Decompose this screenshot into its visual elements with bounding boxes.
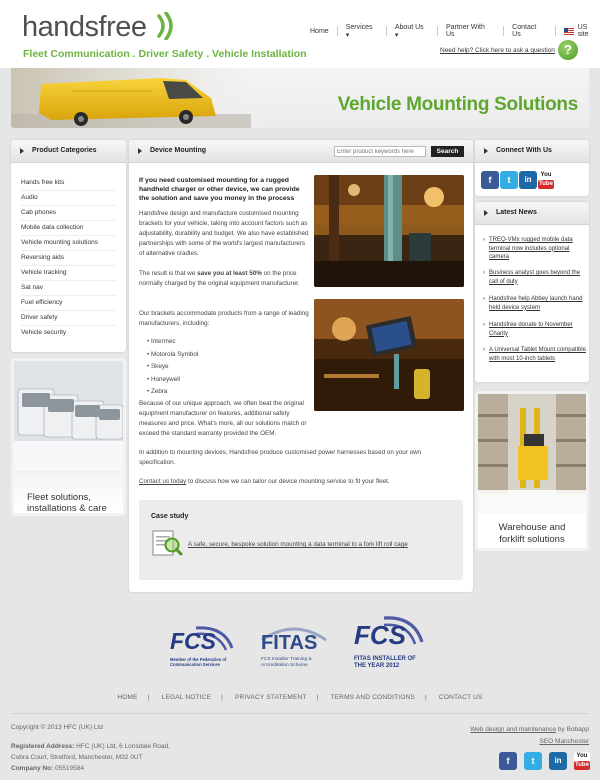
cta-paragraph (139, 477, 439, 487)
news-header (475, 202, 589, 225)
search-button[interactable]: Search (431, 146, 464, 157)
nav-contact[interactable]: Contact Us (512, 24, 537, 38)
savings-highlight: save you at least 50% (197, 270, 262, 277)
category-item[interactable] (21, 311, 116, 326)
news-item[interactable] (483, 269, 589, 286)
category-item[interactable] (21, 281, 116, 296)
contact-link[interactable]: Contact us today (139, 478, 187, 485)
list-item: • Skeye (147, 363, 169, 370)
fcs-award-logo-text: FCS (354, 620, 406, 650)
category-item[interactable] (21, 206, 116, 221)
category-item-label: Reversing aids (21, 254, 64, 261)
search-input[interactable] (334, 146, 426, 157)
connect-header (475, 140, 589, 163)
list-item: • Zebra (147, 388, 168, 395)
warehouse-promo-label: Warehouse and forklift solutions (498, 522, 566, 545)
bullet-arrow-icon: › (483, 296, 485, 302)
address-line-1: HFC (UK) Ltd, 6 Lonsdale Road, (74, 743, 171, 750)
product-categories-title: Product Categories (32, 147, 97, 154)
facebook-glyph: f (488, 175, 492, 185)
case-study-link[interactable]: A safe, secure, bespoke solution mounting a data terminal to a fork lift roll cage (188, 541, 408, 548)
connect-panel (475, 140, 589, 196)
terminal-photo (314, 299, 464, 411)
category-item-label: Sat nav (21, 284, 44, 291)
bullet-arrow-icon: › (483, 322, 485, 328)
arrow-right-icon (484, 210, 488, 216)
logo[interactable] (22, 11, 147, 43)
bullet-arrow-icon: › (483, 347, 485, 353)
facebook-glyph: f (506, 756, 510, 766)
van-image (11, 68, 271, 128)
manufacturer-name: Skeye (150, 363, 169, 370)
harness-paragraph: In addition to mounting devices, Handsfree produce customised power harnesses based on your own specification. (139, 449, 422, 466)
footer-privacy-link[interactable]: PRIVACY STATEMENT (235, 694, 307, 701)
news-title: Latest News (496, 209, 537, 216)
linkedin-icon[interactable] (549, 752, 567, 770)
youtube-bottom: Tube (575, 762, 589, 768)
savings-text-a: The result is that we (139, 270, 198, 277)
savings-paragraph (139, 269, 309, 289)
news-item[interactable] (483, 346, 589, 363)
manufacturer-name: Intermec (150, 338, 176, 345)
category-item-label: Vehicle tracking (21, 269, 67, 276)
category-item-label: Hands free kits (21, 179, 65, 186)
main-header (129, 140, 473, 163)
manufacturer-name: Motorola Symbol (150, 350, 199, 358)
help-button[interactable] (558, 40, 578, 60)
category-item-label: Fuel efficiency (21, 299, 63, 306)
manufacturer-name: Zebra (150, 388, 168, 395)
fcs-member-text: Member of the Federation of Communication Services (170, 657, 227, 667)
credit-by: by Bobapp (556, 726, 589, 733)
footer-home-link[interactable]: HOME (117, 694, 138, 701)
cta-text: to discuss how we can tailor our device mounting service to fit your fleet. (186, 478, 390, 485)
footer-contact-link[interactable]: CONTACT US (438, 694, 483, 701)
news-item-link[interactable]: Business analyst goes beyond the call of duty (489, 270, 581, 285)
news-item[interactable] (483, 321, 589, 338)
youtube-icon[interactable] (538, 171, 554, 189)
nav-us-site[interactable] (556, 24, 600, 38)
twitter-icon[interactable] (524, 752, 542, 770)
product-categories-panel (11, 140, 126, 352)
youtube-top: You (576, 753, 588, 759)
news-item[interactable] (483, 295, 589, 312)
fcs-member-badge[interactable] (166, 624, 238, 674)
fcs-logo-text: FCS (170, 628, 216, 654)
approach-paragraph: Because of our unique approach, we often beat the original equipment manufacturer on features, additional safety measures and price. What's more, all our solutions match or exceed the standard warranty provided the OEM. (139, 400, 307, 437)
warehouse-photo (314, 175, 464, 287)
nav-partner[interactable]: Partner With Us (445, 24, 485, 38)
body-paragraph: Handsfree design and manufacture customised mounting brackets for your vehicle, taking into account factors such as adjustability, durability and budget. We also have established partnerships with some of the world's largest manufacturers of alternative cradles. (139, 210, 309, 257)
category-item[interactable] (21, 266, 116, 281)
page-title: Device Mounting (150, 147, 207, 154)
fitas-logo-text: FITAS (261, 632, 318, 654)
question-icon: ? (564, 42, 572, 57)
footer-terms-link[interactable]: TERMS AND CONDITIONS (330, 694, 416, 701)
linkedin-glyph: in (524, 175, 532, 184)
nav-services[interactable] (338, 24, 386, 39)
category-item-label: Vehicle mounting solutions (21, 239, 98, 246)
top-nav (302, 25, 600, 37)
help-link[interactable]: Need help? Click here to ask a question (440, 47, 555, 54)
main-content (129, 140, 473, 592)
brackets-paragraph: Our brackets accommodate products from a range of leading manufacturers, including: (139, 310, 309, 327)
fcs-award-text: FITAS INSTALLER OF THE YEAR 2012 (354, 656, 416, 669)
address-label: Registered Address: (11, 743, 75, 750)
footer-divider (11, 713, 589, 714)
footer-links: HOME | LEGAL NOTICE | PRIVACY STATEMENT | TERMS AND CONDITIONS | CONTACT US (0, 694, 600, 701)
address-line-2: Cobra Court, Stretford, Manchester, M32 0UT (11, 754, 143, 761)
category-item-label: Driver safety (21, 314, 58, 321)
forklift-image (478, 394, 586, 514)
news-item[interactable] (483, 236, 589, 262)
category-item[interactable] (21, 176, 116, 191)
social-icons (481, 171, 555, 189)
nav-home[interactable]: Home (310, 27, 329, 35)
seo-link[interactable]: SEO Manchester (539, 738, 589, 745)
intro-text: If you need customised mounting for a rugged handheld charger or other device, we can provide the solution and save you money in the process (139, 177, 300, 202)
category-item[interactable] (21, 296, 116, 311)
footer-legal-link[interactable]: LEGAL NOTICE (161, 694, 212, 701)
twitter-glyph: t (507, 175, 511, 185)
facebook-icon[interactable] (481, 171, 499, 189)
category-item-label: Cab phones (21, 209, 57, 216)
facebook-icon[interactable] (499, 752, 517, 770)
list-item: • Intermec (147, 338, 176, 345)
footer-social-icons (499, 752, 591, 770)
category-item[interactable] (21, 251, 116, 266)
fleet-promo-label: Fleet solutions, installations & care (27, 492, 107, 514)
nav-about[interactable] (387, 24, 437, 39)
news-item-link[interactable]: Handsfree donate to November Charity (489, 322, 573, 337)
magnifier-document-icon (151, 529, 183, 559)
logo-text: handsfree (22, 11, 147, 43)
twitter-glyph: t (531, 756, 535, 766)
news-panel (475, 202, 589, 382)
linkedin-icon[interactable] (519, 171, 537, 189)
company-number: 05519584 (53, 765, 84, 772)
list-item: • Motorola Symbol (147, 350, 199, 358)
category-item[interactable] (21, 236, 116, 251)
category-item-label: Audio (21, 194, 38, 201)
product-categories-header (11, 140, 126, 163)
case-study-title: Case study (151, 513, 189, 520)
fitas-badge[interactable] (258, 624, 330, 674)
nav-about-label: About Us (394, 23, 424, 31)
manufacturer-name: Honeywell (150, 375, 181, 383)
web-design-link[interactable]: Web design and maintenance (470, 726, 557, 733)
arrow-right-icon (138, 148, 142, 154)
category-item[interactable] (21, 221, 116, 236)
case-study-box (139, 500, 463, 580)
youtube-icon[interactable] (574, 752, 590, 770)
youtube-top: You (540, 172, 552, 178)
registered-address (11, 741, 211, 774)
news-item-link[interactable]: Handsfree help Abbey launch hand held device system (489, 296, 583, 311)
bullet-arrow-icon: › (483, 270, 485, 276)
manufacturer-list (139, 336, 198, 399)
warehouse-promo[interactable] (475, 391, 589, 551)
company-label: Company No: (11, 765, 54, 772)
nav-services-label: Services (345, 23, 373, 31)
tagline: Fleet Communication . Driver Safety . Vehicle Installation (23, 48, 307, 60)
chevron-down-icon: ▾ (345, 31, 350, 39)
arrow-right-icon (20, 148, 24, 154)
category-item-label: Vehicle security (21, 329, 67, 336)
news-item-link[interactable]: TREQ-VMx rugged mobile data terminal now includes optional camera (489, 237, 573, 260)
design-credit (470, 724, 589, 748)
youtube-bottom: Tube (539, 181, 553, 187)
category-item-label: Mobile data collection (21, 224, 84, 231)
trucks-image (14, 361, 123, 471)
bullet-arrow-icon: › (483, 237, 485, 243)
arrow-right-icon (484, 148, 488, 154)
news-item-link[interactable]: A Universal Tablet Mount compatible with most 10-inch tablets (489, 347, 586, 362)
list-item: • Honeywell (147, 375, 181, 383)
connect-title: Connect With Us (496, 147, 552, 154)
hero-title: Vehicle Mounting Solutions (337, 94, 578, 115)
chevron-down-icon: ▾ (394, 31, 399, 39)
fleet-promo[interactable] (11, 358, 126, 516)
logo-waves-icon (156, 12, 174, 42)
category-item[interactable] (21, 326, 116, 340)
copyright: Copyright © 2013 HFC (UK) Ltd (11, 724, 103, 731)
fcs-award-badge[interactable] (352, 614, 428, 674)
us-flag-icon (564, 28, 574, 35)
category-list (21, 176, 116, 340)
twitter-icon[interactable] (500, 171, 518, 189)
category-item[interactable] (21, 191, 116, 206)
nav-us-site-label: US site (577, 24, 589, 38)
linkedin-glyph: in (554, 756, 562, 765)
savings-text-b: on the price normally charged by the original equipment manufacturer. (139, 270, 300, 287)
fitas-sub-text: FCS Installer Training & Accreditation Scheme (261, 657, 312, 668)
hero-banner (11, 68, 589, 128)
